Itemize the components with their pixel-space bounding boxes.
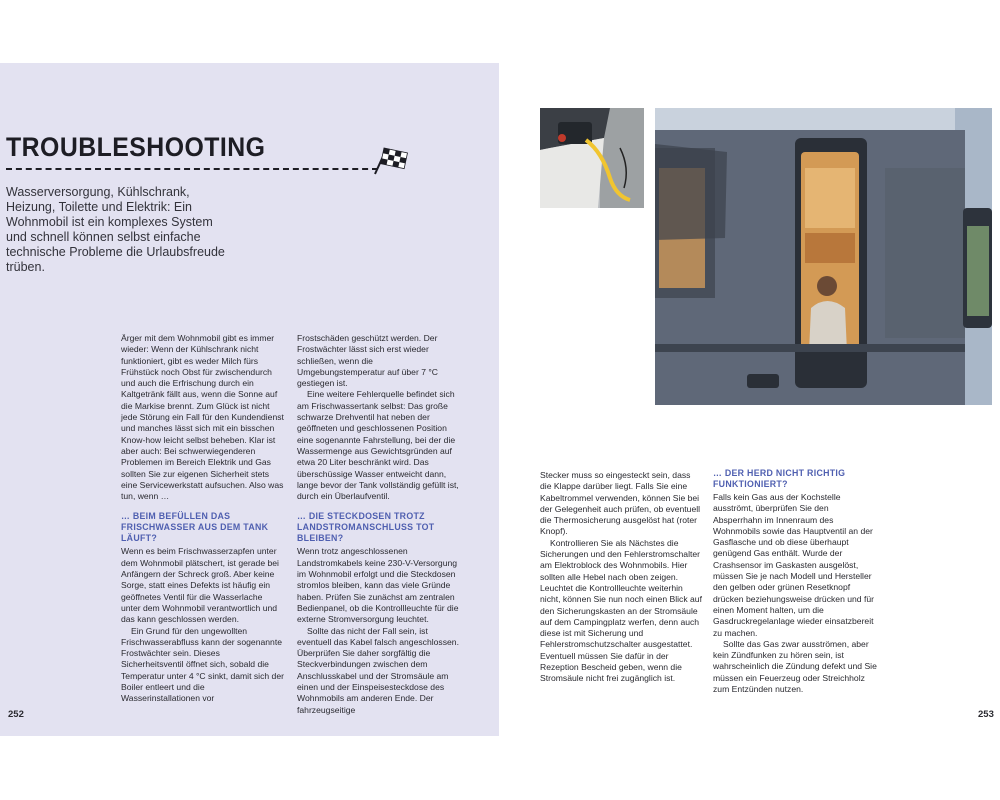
dashed-divider: [6, 168, 378, 170]
text-column-3: [540, 470, 702, 685]
text-column-4: [713, 468, 877, 695]
paragraph: Stecker muss so eingesteckt sein, dass die Klappe darüber liegt. Falls Sie eine Kabeltrommel verwenden, können Sie bei der Gelegenheit auch prüfen, ob eventuell die Thermosicherung ausgelöst hat (roter Knopf).: [540, 470, 701, 537]
paragraph: Falls kein Gas aus der Kochstelle ausströmt, überprüfen Sie den Absperrhahn im Innenraum des Wohnmobils sowie das Hauptventil an der Gasflasche und ob diese überhaupt genügend Gas enthält. Wurde der Crashsensor im Gaskasten ausgelöst, müssen Sie je nach Modell und Hersteller den gelben oder grünen Resetknopf drücken beziehungsweise drücken und für einen Moment halten, um die Gasdruckregelanlage wieder einsatzbereit zu machen.: [713, 492, 874, 638]
paragraph: Wenn es beim Frischwasserzapfen unter dem Wohnmobil plätschert, ist gerade bei Anfängern der Schreck groß. Aber keine Sorge, statt eines Defekts ist häufig ein geöffnetes Ventil für die Wasserlache unter dem Wohnmobil verantwortlich und das kann geschlossen werden.: [121, 546, 279, 625]
text-column-1: [121, 333, 284, 705]
paragraph: Sollte das Gas zwar ausströmen, aber kein Zündfunken zu hören sein, ist wahrscheinlich die Zündung defekt und Sie müssen ein Feuerzeug oder Streichholz zum Entzünden nutzen.: [713, 638, 877, 695]
camper-window-photo: [655, 108, 992, 405]
power-plug-photo: [540, 108, 644, 208]
subheading: … DIE STECKDOSEN TROTZ LANDSTROMANSCHLUSS TOT BLEIBEN?: [297, 511, 435, 544]
intro-text: Wasserversorgung, Kühlschrank, Heizung, Toilette und Elektrik: Ein Wohnmobil ist ein komplexes System und schnell können selbst einfache technische Probleme die Urlaubsfreude trüben.: [6, 185, 225, 274]
paragraph: Kontrollieren Sie als Nächstes die Sicherungen und den Fehlerstromschalter am Elektroblock des Wohnmobils. Hier sollten alle Hebel nach oben zeigen. Leuchtet die Kontrollleuchte weiterhin nicht, können Sie nun noch einen Blick auf den Sicherungskasten an der Stromsäule auf dem Campingplatz werfen, denn auch diese ist mit Sicherung und Fehlerstromschutzschalter ausgestattet. Eventuell müssen Sie dafür in der Rezeption Bescheid geben, wenn die Stromsäule nicht frei zugänglich ist.: [540, 537, 702, 684]
paragraph: Ein Grund für den ungewollten Frischwasserabfluss kann der sogenannte Frostwächter sein. Dieses Sicherheitsventil öffnet sich, sobald die Temperatur unter 4 °C sinkt, damit sich der Boiler entleert und die Wasserinstallationen vor: [121, 625, 284, 704]
page-number-right: 253: [978, 709, 994, 720]
paragraph: Eine weitere Fehlerquelle befindet sich am Frischwassertank selbst: Das große schwarze Drehventil hat neben der geöffneten und geschlossenen Position eine sogenannte Fahrstellung, bei der die Wassermenge aus Gewichtsgründen auf etwa 20 Liter beschränkt wird. Das überschüssige Wasser entweicht dann, lange bevor der Tank vollständig gefüllt ist, durch ein Überlaufventil.: [297, 389, 459, 502]
paragraph: Sollte das nicht der Fall sein, ist eventuell das Kabel falsch angeschlossen. Überprüfen Sie daher sorgfältig die Steckverbindungen zwischen dem Anschlusskabel und der Stromsäule am einen und der Einspeisesteckdose des Wohnmobils am anderen Ende. Der fahrzeugseitige: [297, 625, 459, 715]
checkered-flag-icon: [373, 144, 413, 176]
page-number-left: 252: [8, 709, 24, 720]
paragraph: Frostschäden geschützt werden. Der Frostwächter lässt sich erst wieder schließen, wenn die Umgebungstemperatur auf über 7 °C gestiegen ist.: [297, 333, 439, 389]
text-column-2: [297, 333, 459, 716]
subheading: … DER HERD NICHT RICHTIG FUNKTIONIERT?: [713, 468, 846, 489]
paragraph: Ärger mit dem Wohnmobil gibt es immer wieder: Wenn der Kühlschrank nicht funktioniert, gibt es weder Milch fürs Frühstück noch Obst für zwischendurch und auch die Erfrischung durch ein Kaltgetränk fällt aus, wenn die Sonne auf die Markise brennt. Zum Glück ist nicht jede Störung ein Fall für den Kundendienst und manches lässt sich mit ein bisschen Know-how leicht selbst beheben. Klar ist aber auch: Bei schwerwiegenderen Problemen im Bereich Elektrik und Gas sollten Sie zur eigenen Sicherheit stets eine Servicewerkstatt aufsuchen. Also was tun, wenn …: [121, 333, 284, 502]
subheading: … BEIM BEFÜLLEN DAS FRISCHWASSER AUS DEM TANK LÄUFT?: [121, 511, 269, 544]
page-title: TROUBLESHOOTING: [6, 132, 266, 162]
paragraph: Wenn trotz angeschlossenen Landstromkabels keine 230-V-Versorgung im Wohnmobil erfolgt und die Steckdosen stromlos bleiben, kann das viele Gründe haben. Prüfen Sie zunächst am zentralen Bedienpanel, ob die Kontrollleuchte für die externe Stromversorgung leuchtet.: [297, 546, 459, 625]
